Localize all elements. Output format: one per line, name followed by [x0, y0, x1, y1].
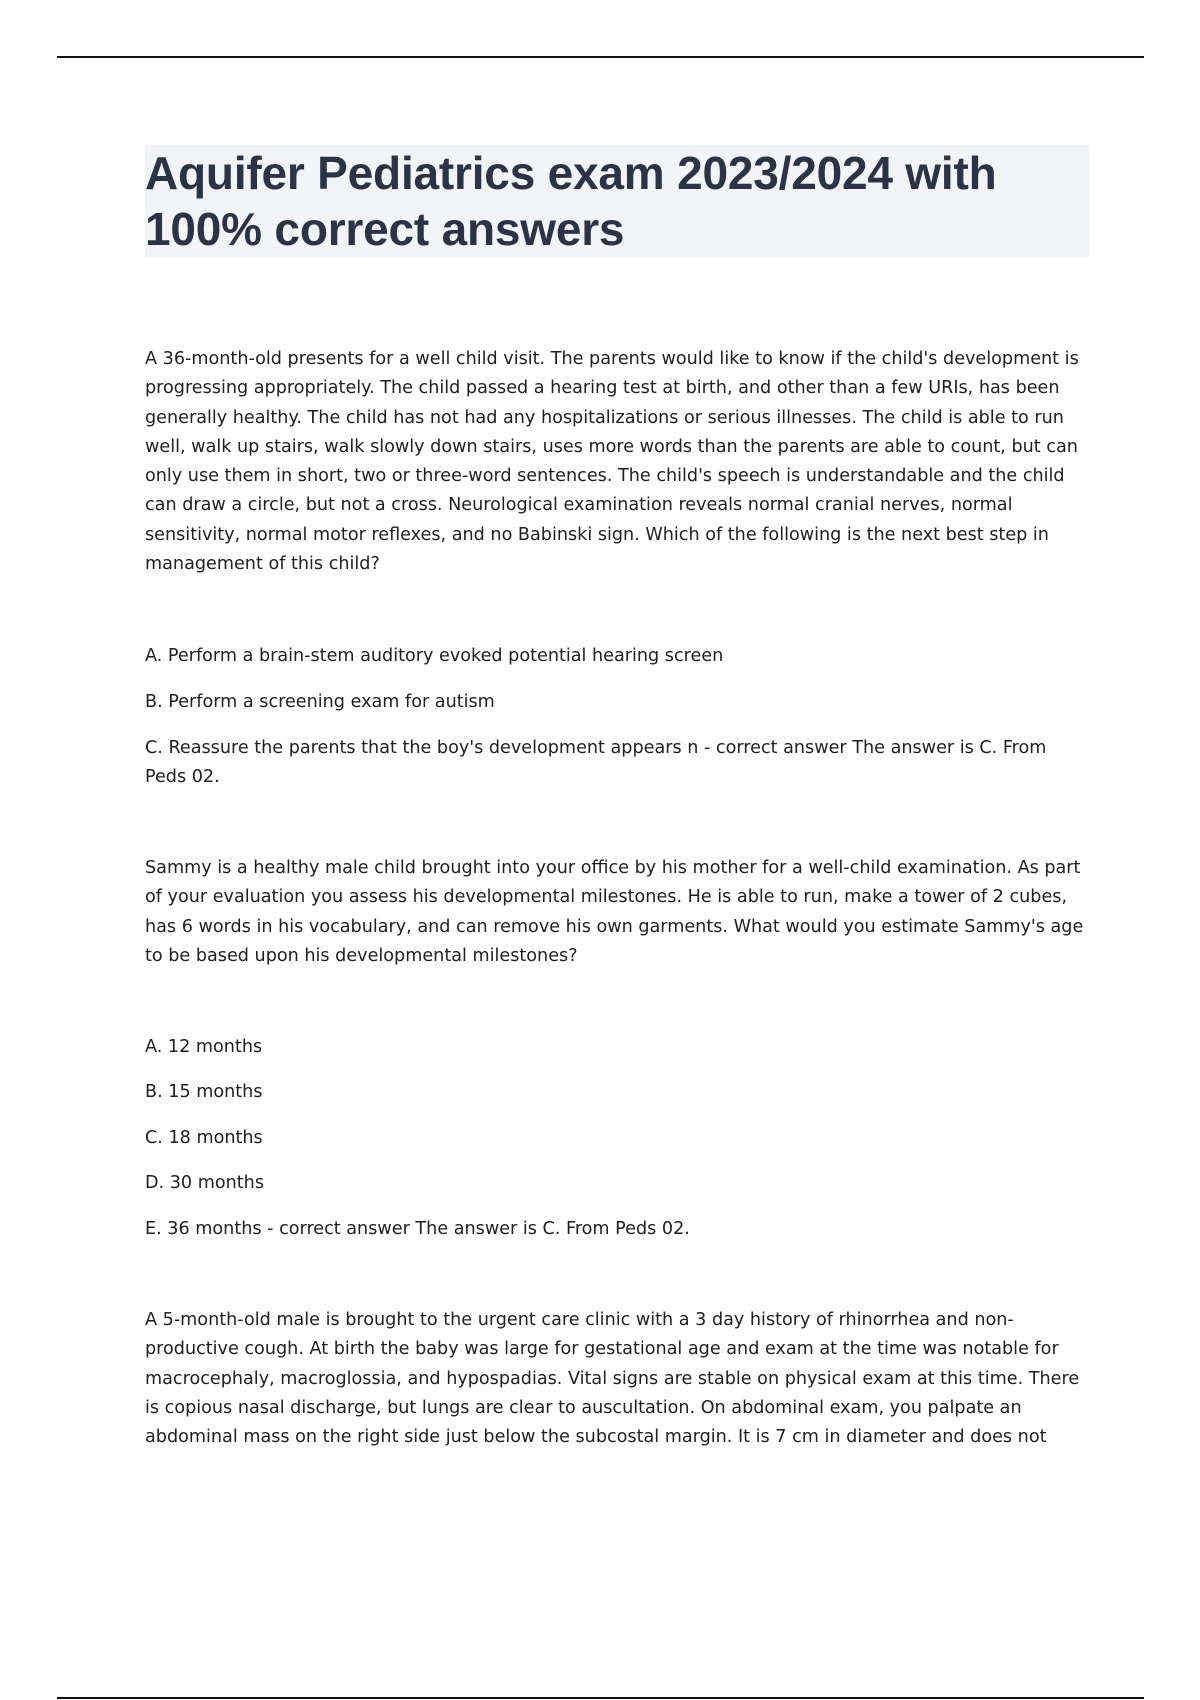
question-2 [145, 854, 1090, 971]
document-title: Aquifer Pediatrics exam 2023/2024 with 100% correct answers [145, 147, 997, 255]
answer-option: C. Reassure the parents that the boy's development appears n - correct answer The answer is C. From Peds 02. [145, 738, 1047, 788]
question-1 [145, 345, 1090, 579]
question-3 [145, 1306, 1090, 1452]
question-stem: Sammy is a healthy male child brought into your office by his mother for a well-child examination. As part of your evaluation you assess his developmental milestones. He is able to run, make a tower of 2 cubes, has 6 words in his vocabulary, and can remove his own garments. What would you estimate Sammy's age to be based upon his developmental milestones? [145, 858, 1084, 966]
question-stem: A 5-month-old male is brought to the urgent care clinic with a 3 day history of rhinorrhea and non-productive cough. At birth the baby was large for gestational age and exam at the time was notable for macrocephaly, macroglossia, and hypospadias. Vital signs are stable on physical exam at this time. There is copious nasal discharge, but lungs are clear to auscultation. On abdominal exam, you palpate an abdominal mass on the right side just below the subcostal margin. It is 7 cm in diameter and does not [145, 1310, 1080, 1448]
answer-option: A. Perform a brain-stem auditory evoked potential hearing screen [145, 646, 724, 666]
bottom-rule [57, 1697, 1144, 1699]
answer-option: C. 18 months [145, 1128, 263, 1148]
question-stem: A 36-month-old presents for a well child visit. The parents would like to know if the child's development is progressing appropriately. The child passed a hearing test at birth, and other than a few URIs, has been generally healthy. The child has not had any hospitalizations or serious illnesses. The child is able to run well, walk up stairs, walk slowly down stairs, uses more words than the parents are able to count, but can only use them in short, two or three-word sentences. The child's speech is understandable and the child can draw a circle, but not a cross. Neurological examination reveals normal cranial nerves, normal sensitivity, normal motor reflexes, and no Babinski sign. Which of the following is the next best step in management of this child? [145, 349, 1079, 575]
answer-option: B. Perform a screening exam for autism [145, 692, 495, 712]
answer-option: B. 15 months [145, 1082, 263, 1102]
answer-option: A. 12 months [145, 1037, 263, 1057]
answer-option: E. 36 months - correct answer The answer is C. From Peds 02. [145, 1219, 690, 1239]
top-rule [57, 56, 1144, 58]
answer-option: D. 30 months [145, 1173, 264, 1193]
